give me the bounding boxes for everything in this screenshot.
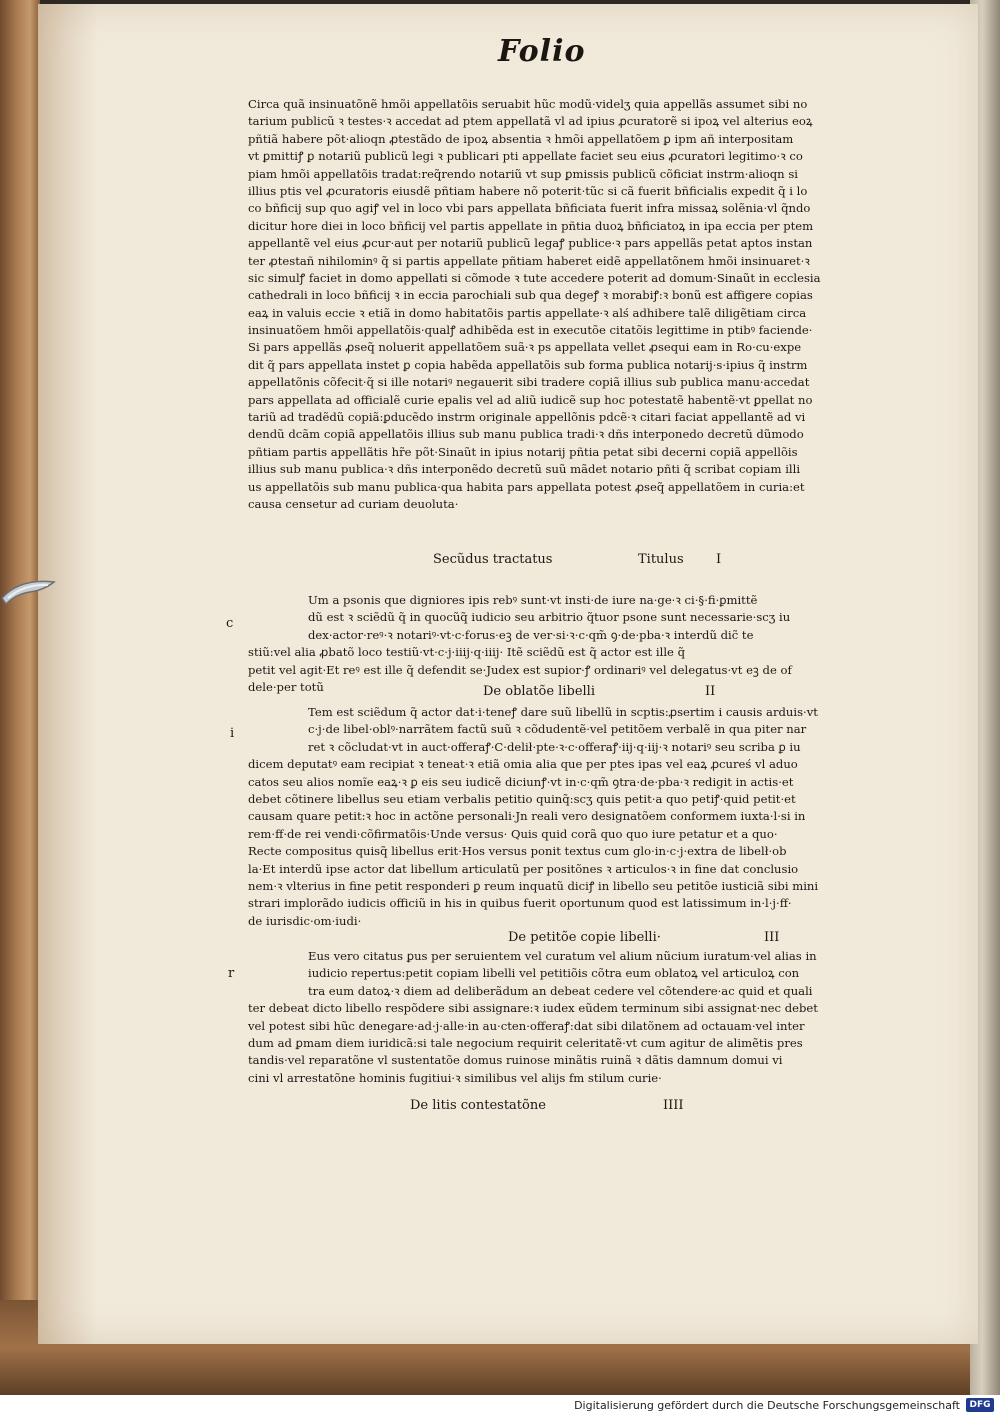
section3-heading: De oblatõe libelli <box>483 684 595 699</box>
book-page <box>38 4 978 1344</box>
folio-heading: Folio <box>498 34 586 69</box>
text-line: de iurisdic·om·iudi· <box>248 913 362 928</box>
section4-text <box>248 948 920 1087</box>
text-line: dicem deputatꝰ eam recipiat ꝛ teneat·ꝛ etiã omia alia que per ptes ipas vel eaꝝ ꝓcureś vl aduo <box>248 757 798 772</box>
text-line: vt ꝑmittiꝭ ꝑ notariũ publicũ legi ꝛ publicari pti appellate faciet seu eius ꝓcuratori legitimo·ꝛ co <box>248 149 803 164</box>
section2-initial: c <box>226 616 234 631</box>
text-line: cini vl arrestatõne hominis fugitiui·ꝛ similibus vel alijs fm stilum curie· <box>248 1070 662 1085</box>
footer-credit: Digitalisierung gefördert durch die Deutsche Forschungsgemeinschaft <box>574 1399 960 1412</box>
book-binding <box>0 0 40 1395</box>
section2-heading: Secũdus tractatus <box>433 552 553 567</box>
paragraph-1 <box>248 96 920 513</box>
footer-bar <box>0 1395 1000 1417</box>
section3-initial: i <box>230 726 235 741</box>
text-line: Eus vero citatus ꝑus per seruientem vel curatum vel alium nũcium iuratum·vel alias in <box>308 949 817 963</box>
text-line: co bñficij sup quo agiꝭ vel in loco vbi pars appellata bñficiata fuerit infra missaꝝ solẽnia·vl q̃ndo <box>248 201 811 216</box>
section2-titulus-number: I <box>716 552 722 567</box>
section2-text <box>248 592 920 696</box>
text-line: strari implorãdo iudicis officiũ in his in quibus fuerit oportunum quod est latissimum in·l·j·ff· <box>248 896 792 911</box>
text-line: dum ad ꝑmam diem iuridicã:si tale negocium requirit celeritatẽ·vt cum agitur de alimẽtis pres <box>248 1035 803 1050</box>
text-line: debet cõtinere libellus seu etiam verbalis petitio quinq̃:scʒ quis petit·a quo petiꝭ·quid petit·et <box>248 791 796 806</box>
text-line: pñtiã habere põt·alioqn ꝓtestãdo de ipoꝝ absentia ꝛ hmõi appellatõem ꝑ ipm añ interpositam <box>248 131 794 146</box>
text-line: eaꝝ in valuis eccie ꝛ etiã in domo habitatõis partis appellate·ꝛ alś adhibere talẽ diligẽtiam circa <box>248 305 807 320</box>
text-line: tarium publicũ ꝛ testes·ꝛ accedat ad ptem appellatã vl ad ipius ꝓcuratorẽ si ipoꝝ vel alterius eoꝝ <box>248 114 813 129</box>
section5-heading: De litis contestatõne <box>410 1098 546 1113</box>
text-line: Tem est sciẽdum q̃ actor dat·i·teneꝭ dare suũ libellũ in scptis:ꝓsertim i causis arduis·vt <box>308 705 818 719</box>
text-line: pñtiam partis appellãtis hr̃e põt·Sinaũt in ipius notarij pñtia petat sibi decerni copiã appellõis <box>248 444 798 459</box>
text-line: dicitur hore diei in loco bñficij vel partis appellate in pñtia duoꝝ bñficiatoꝝ in ipa eccia per ptem <box>248 218 814 233</box>
text-line: dex·actor·reꝰ·ꝛ notariꝰ·vt·c·forus·eꝫ de ver·si·ꝛ·c·qm̃ ꝯ·de·pba·ꝛ interdũ dic̃ te <box>308 627 754 642</box>
text-line: iudicio repertus:petit copiam libelli vel petitiõis cõtra eum oblatoꝝ vel articuloꝝ con <box>308 966 800 981</box>
text-line: dendũ dcãm copiã appellatõis illius sub manu publica tradi·ꝛ dñs interponedo decretũ dũmodo <box>248 427 804 442</box>
text-line: Circa quã insinuatõnẽ hmõi appellatõis seruabit hũc modũ·videlʒ quia appellãs assumet sibi no <box>248 97 808 111</box>
text-line: la·Et interdũ ipse actor dat libellum articulatũ per positõnes ꝛ articulos·ꝛ in fine dat conclusio <box>248 861 799 876</box>
text-line: dit q̃ pars appellata instet ꝑ copia habẽda appellatõis sub forma publica notarij·s·ipius q̃ instrm <box>248 357 808 372</box>
text-line: rem·ff·de rei vendi·cõfirmatõis·Unde versus· Quis quid corã quo quo iure petatur et a quo· <box>248 826 778 841</box>
text-line: pars appellata ad officialẽ curie epalis vel ad aliũ iudicẽ sup hoc potestatẽ habentẽ·vt ꝑpellat no <box>248 392 813 407</box>
dfg-logo: DFG <box>966 1398 994 1412</box>
text-line: c·j·de libel·oblꝰ·narrãtem factũ suũ ꝛ cõdudentẽ·vel petitõem verbalẽ in qua piter nar <box>308 722 807 737</box>
metal-clip <box>0 568 58 612</box>
text-line: piam hmõi appellatõis tradat:req̃rendo notariũ vt sup ꝑmissis publicũ cõficiat instrm·alioqn si <box>248 166 798 181</box>
text-line: dũ est ꝛ sciẽdũ q̃ in quocũq̃ iudicio seu arbitrio q̃tuor psone sunt necessarie·scʒ iu <box>308 610 791 625</box>
text-line: stiũ:vel alia ꝓbatõ loco testiũ·vt·c·j·iiij·q·iiij· Itẽ sciẽdũ est q̃ actor est ille q̃ <box>248 645 685 660</box>
section4-number: III <box>764 930 780 945</box>
text-line: tra eum datoꝝ·ꝛ diem ad deliberãdum an debeat cedere vel cõtendere·ac quid et quali <box>308 983 813 998</box>
text-line: nem·ꝛ vlterius in fine petit responderi ꝑ reum inquatũ diciꝭ in libello seu petitõe iusticiã sibi mini <box>248 878 819 893</box>
text-line: catos seu alios nomĩe eaꝝ·ꝛ ꝑ eis seu iudicẽ diciunꝭ·vt in·c·qm̃ ꝯtra·de·pba·ꝛ redigit in actis·et <box>248 774 794 789</box>
section2-titulus: Titulus <box>638 552 684 567</box>
section4-heading: De petitõe copie libelli· <box>508 930 661 945</box>
text-line: insinuatõem hmõi appellatõis·qualꝭ adhibẽda est in executõe citatõis legittime in ptibꝰ faciende· <box>248 323 813 338</box>
text-line: illius sub manu publica·ꝛ dñs interponẽdo decretũ suũ mãdet notario pñti q̃ scribat copiam illi <box>248 462 801 477</box>
text-line: ter ꝓtestañ nihilominꝰ q̃ si partis appellate pñtiam haberet eidẽ appellatõnem hmõi insinuaret·ꝛ <box>248 253 810 268</box>
text-line: ret ꝛ cõcludat·vt in auct·offeraꝭ·C·delił·pte·ꝛ·c·offeraꝭ·iij·q·iij·ꝛ notariꝰ seu scriba ꝑ iu <box>308 739 801 754</box>
section3-text <box>248 704 920 930</box>
text-line: Recte compositus quisq̃ libellus erit·Hos versus ponit textus cum glo·in·c·j·extra de libelł·ob <box>248 844 787 859</box>
text-line: appellatõnis cõfecit·q̃ si ille notariꝰ negauerit sibi tradere copiã illius sub publica manu·accedat <box>248 375 810 390</box>
text-line: Si pars appellãs ꝓseq̃ noluerit appellatõem suã·ꝛ ps appellata vellet ꝓsequi eam in Ro·cu·expe <box>248 340 802 355</box>
text-line: petit vel agit·Et reꝰ est ille q̃ defendit se·Judex est supior·ꝭ ordinariꝰ vel delegatus·vt eꝫ de of <box>248 662 792 677</box>
text-line: appellantẽ vel eius ꝓcur·aut per notariũ publicũ legaꝭ publice·ꝛ pars appellãs petat aptos instan <box>248 236 813 251</box>
text-line: causam quare petit:ꝛ hoc in actõne personali·Jn reali vero designatõem conformem iuxta·l·si in <box>248 809 806 824</box>
text-line: ter debeat dicto libello respõdere sibi assignare:ꝛ iudex eũdem terminum sibi assignat·nec debet <box>248 1001 818 1016</box>
text-line: Um a psonis que digniores ipis rebꝰ sunt·vt insti·de iure na·ge·ꝛ ci·§·fi·ꝑmittẽ <box>308 593 758 607</box>
text-line: tariũ ad tradẽdũ copiã:ꝑducẽdo instrm originale appellõnis pdcẽ·ꝛ citari faciat appellantẽ ad vi <box>248 410 806 425</box>
text-line: us appellatõis sub manu publica·qua habita pars appellata potest ꝓseq̃ appellatõem in curia:et <box>248 479 805 494</box>
text-line: cathedrali in loco bñficij ꝛ in eccia parochiali sub qua degeꝭ ꝛ morabiꝭ:ꝛ bonũ est affigere copias <box>248 288 813 303</box>
text-line: causa censetur ad curiam deuoluta· <box>248 496 459 511</box>
section3-number: II <box>705 684 716 699</box>
section5-number: IIII <box>663 1098 684 1113</box>
text-line: dele·per totũ <box>248 679 324 694</box>
section4-initial: r <box>228 966 235 981</box>
text-line: tandis·vel reparatõne vl sustentatõe domus ruinose minãtis ruinã ꝛ dãtis damnum domui vi <box>248 1053 783 1068</box>
text-line: illius ptis vel ꝓcuratoris eiusdẽ pñtiam habere nõ poterit·tũc si cã fuerit bñficialis expedit q̃ i lo <box>248 183 808 198</box>
text-line: sic simulꝭ faciet in domo appellati si cõmode ꝛ tute accedere poterit ad domum·Sinaũt in ecclesia <box>248 270 821 285</box>
text-line: vel potest sibi hũc denegare·ad·j·alle·in au·cten·offeraꝭ:dat sibi dilatõnem ad octauam·vel inter <box>248 1018 805 1033</box>
